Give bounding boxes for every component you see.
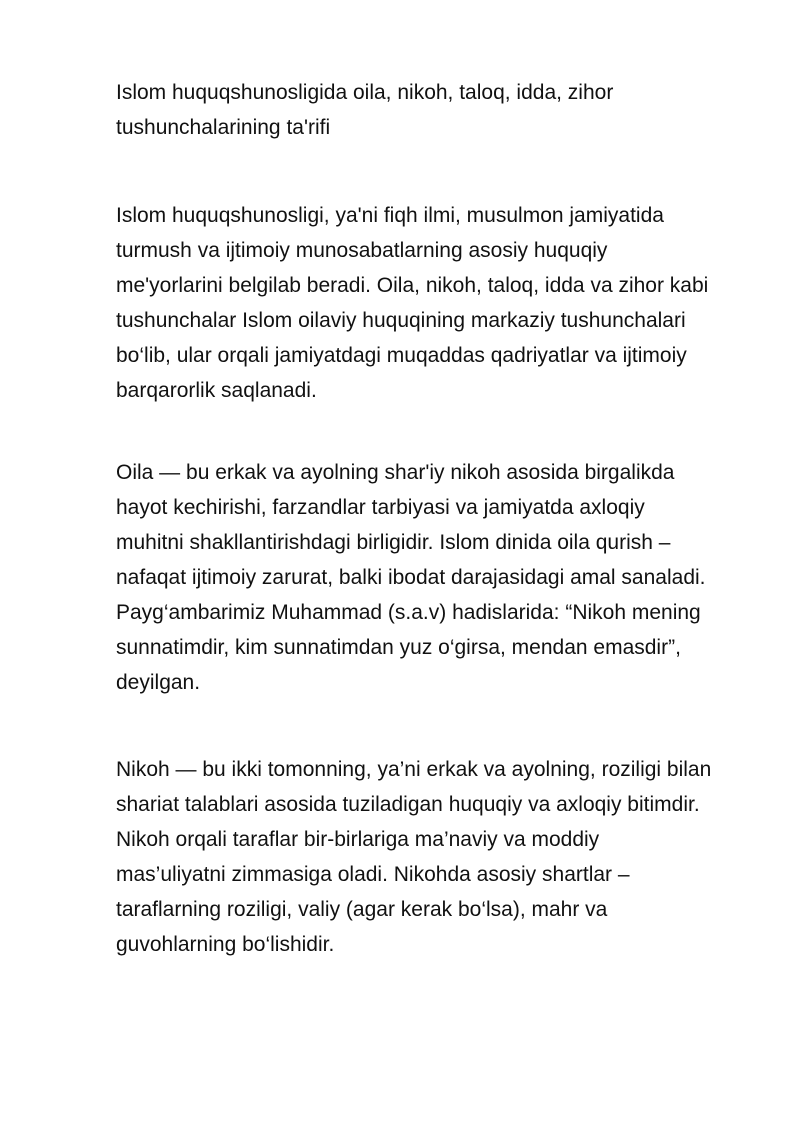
paragraph-line: Islom huquqshunosligi, ya'ni fiqh ilmi, musulmon jamiyatida (116, 204, 664, 227)
paragraph-line: mas’uliyatni zimmasiga oladi. Nikohda asosiy shartlar – (116, 863, 630, 886)
document-title (116, 75, 756, 145)
paragraph-line: Nikoh — bu ikki tomonning, ya’ni erkak va ayolning, roziligi bilan (116, 758, 712, 781)
paragraph-line: sunnatimdir, kim sunnatimdan yuz o‘girsa, mendan emasdir”, (116, 636, 681, 659)
paragraph-intro (116, 198, 756, 408)
paragraph-line: Oila — bu erkak va ayolning shar'iy nikoh asosida birgalikda (116, 461, 675, 484)
paragraph-line: tushunchalar Islom oilaviy huquqining markaziy tushunchalari (116, 309, 686, 332)
paragraph-line: barqarorlik saqlanadi. (116, 379, 317, 402)
paragraph-nikoh (116, 752, 756, 962)
paragraph-line: bo‘lib, ular orqali jamiyatdagi muqaddas qadriyatlar va ijtimoiy (116, 344, 687, 367)
paragraph-line: guvohlarning bo‘lishidir. (116, 933, 335, 956)
title-line: Islom huquqshunosligida oila, nikoh, taloq, idda, zihor (116, 81, 614, 104)
paragraph-line: Payg‘ambarimiz Muhammad (s.a.v) hadislarida: “Nikoh mening (116, 601, 701, 624)
paragraph-line: deyilgan. (116, 671, 201, 694)
paragraph-line: Nikoh orqali taraflar bir-birlariga ma’naviy va moddiy (116, 828, 600, 851)
paragraph-line: turmush va ijtimoiy munosabatlarning asosiy huquqiy (116, 239, 608, 262)
paragraph-line: shariat talablari asosida tuziladigan huquqiy va axloqiy bitimdir. (116, 793, 700, 816)
paragraph-line: hayot kechirishi, farzandlar tarbiyasi va jamiyatda axloqiy (116, 496, 645, 519)
paragraph-oila (116, 455, 756, 700)
title-line: tushunchalarining ta'rifi (116, 116, 331, 139)
paragraph-line: muhitni shakllantirishdagi birligidir. Islom dinida oila qurish – (116, 531, 671, 554)
paragraph-line: me'yorlarini belgilab beradi. Oila, nikoh, taloq, idda va zihor kabi (116, 274, 709, 297)
paragraph-line: taraflarning roziligi, valiy (agar kerak bo‘lsa), mahr va (116, 898, 608, 921)
paragraph-line: nafaqat ijtimoiy zarurat, balki ibodat darajasidagi amal sanaladi. (116, 566, 706, 589)
